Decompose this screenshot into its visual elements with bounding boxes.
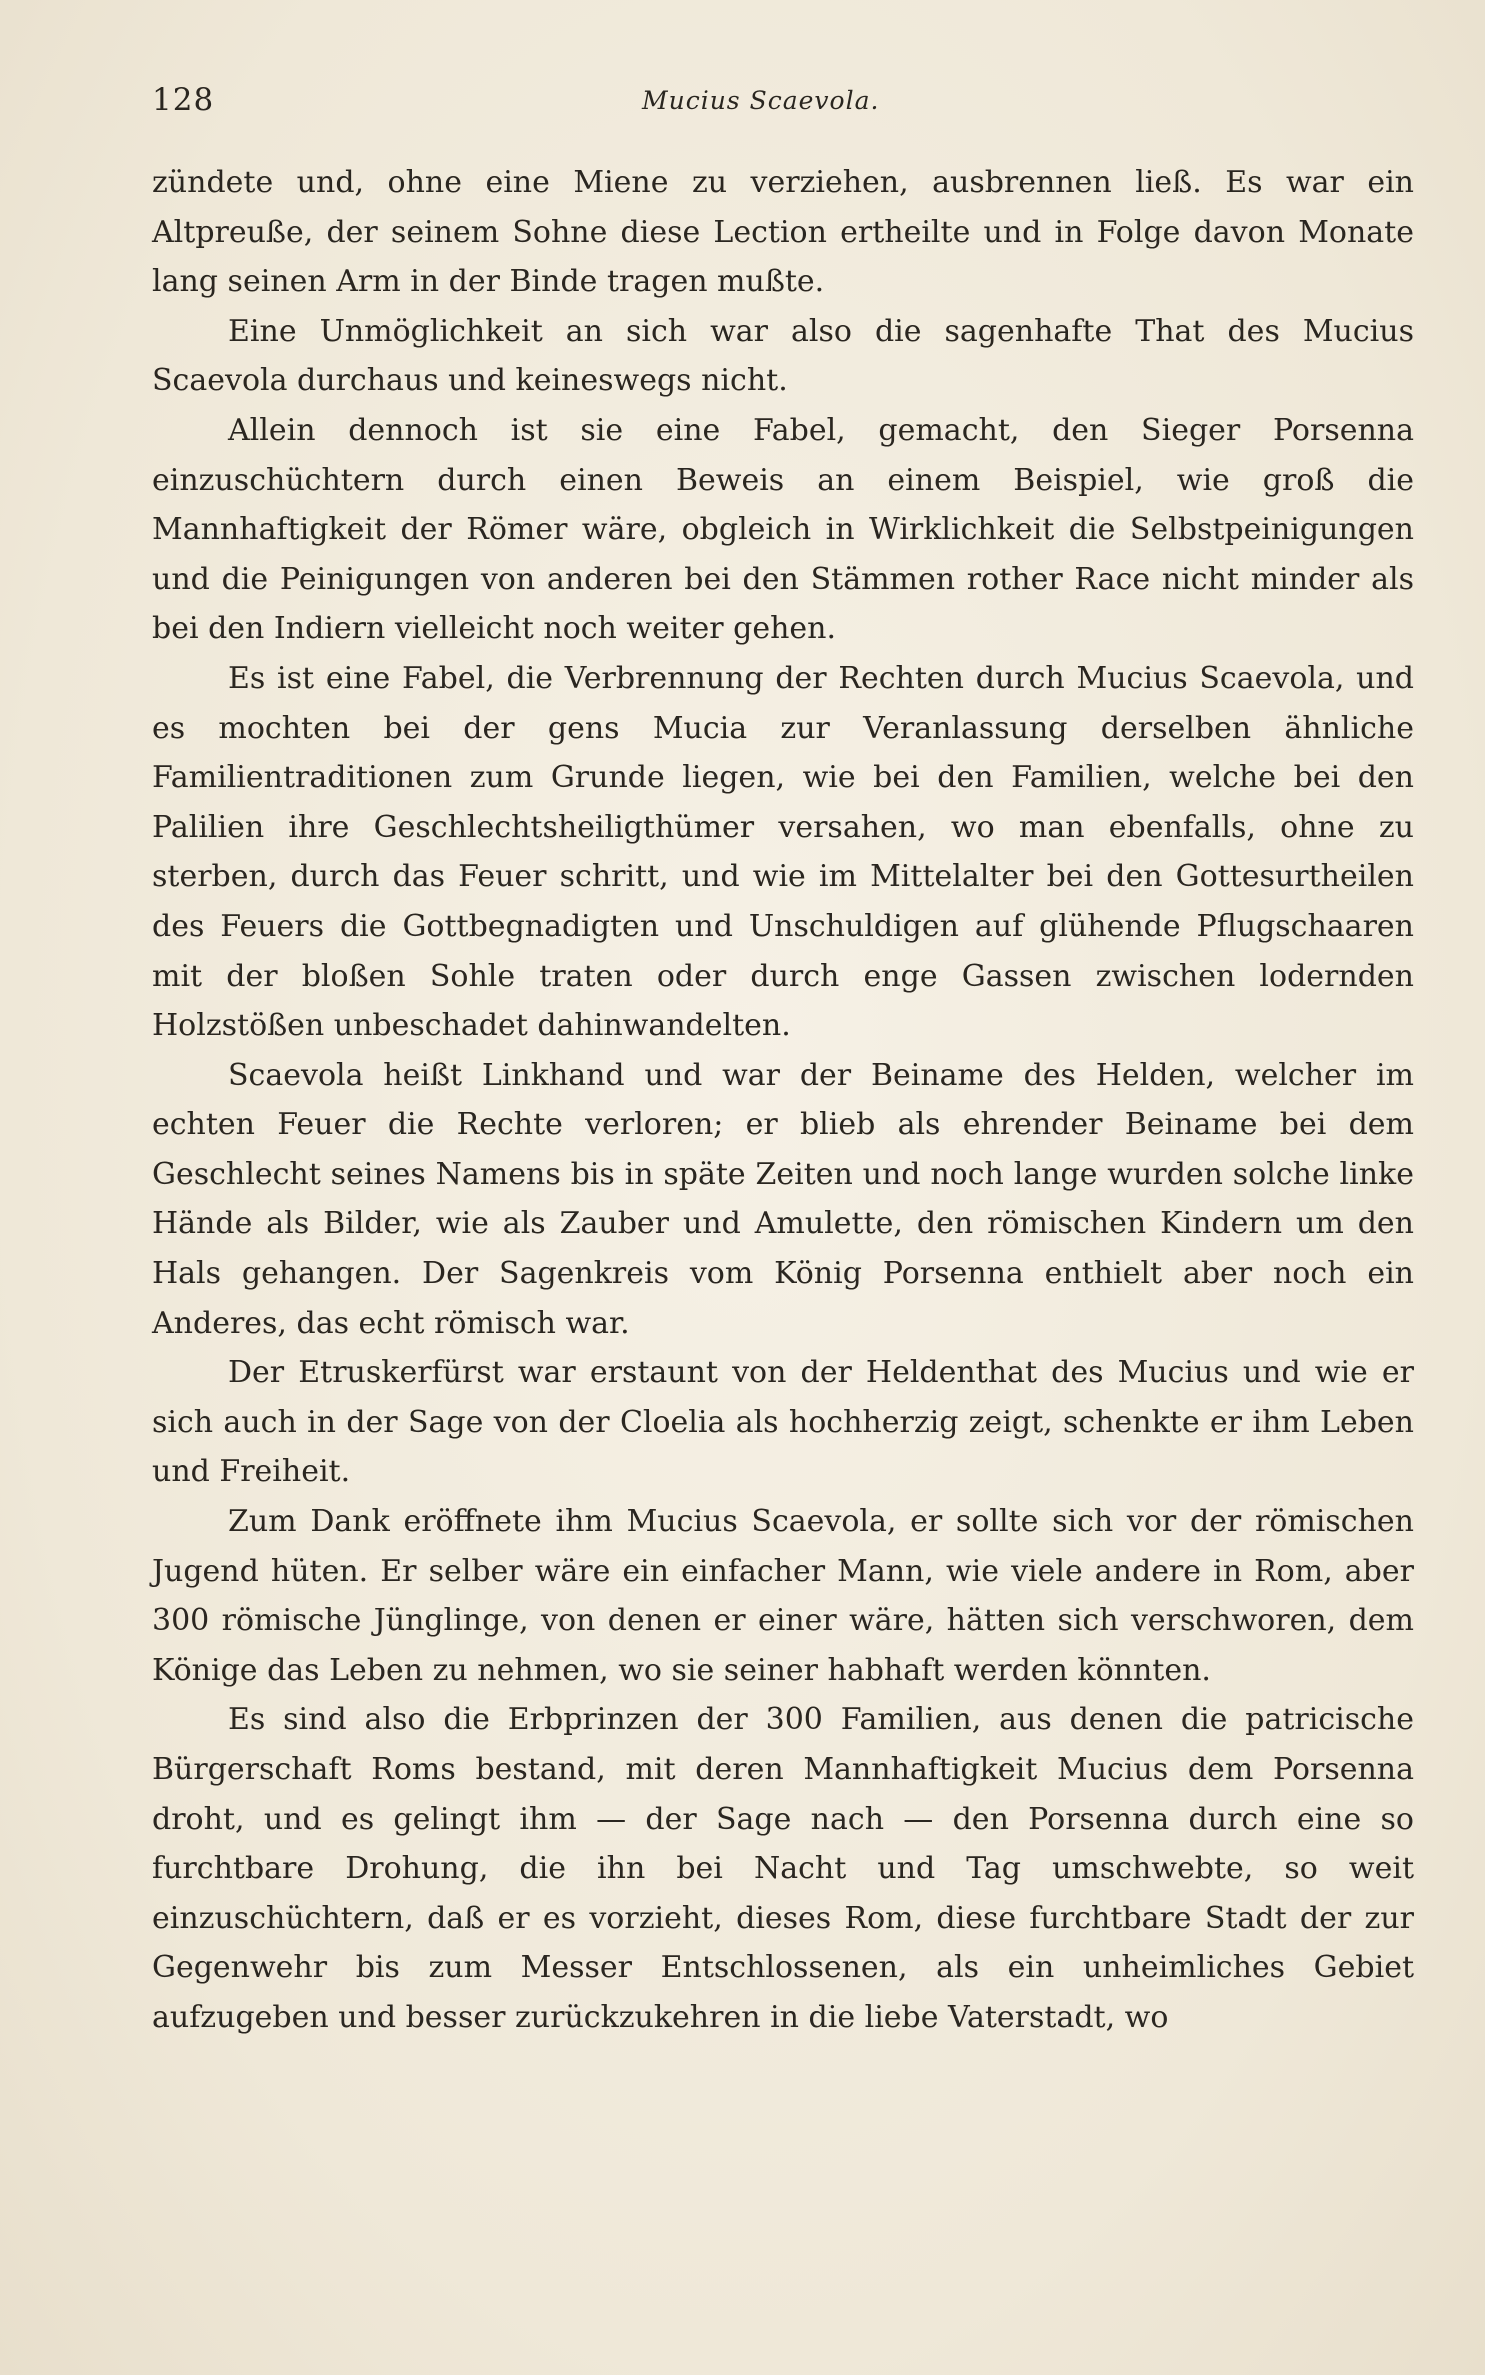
page-number: 128 bbox=[152, 82, 215, 118]
paragraph: Scaevola heißt Linkhand und war der Beiname des Helden, welcher im echten Feuer die Rechte verloren; er blieb als ehrender Beiname bei dem Geschlecht seines Namens bis in späte Zeiten und noch lange wurden solche linke Hände als Bilder, wie als Zauber und Amulette, den römischen Kindern um den Hals gehangen. Der Sagenkreis vom König Porsenna enthielt aber noch ein Anderes, das echt römisch war. bbox=[152, 1057, 1414, 1341]
paragraph: Eine Unmöglichkeit an sich war also die sagenhafte That des Mucius Scaevola durchaus und keineswegs nicht. bbox=[152, 313, 1414, 399]
paragraph: Es ist eine Fabel, die Verbrennung der Rechten durch Mucius Scaevola, und es mochten bei der gens Mucia zur Veranlassung derselben ähnliche Familientraditionen zum Grunde liegen, wie bei den Familien, welche bei den Palilien ihre Geschlechtsheiligthümer versahen, wo man ebenfalls, ohne zu sterben, durch das Feuer schritt, und wie im Mittelalter bei den Gottesurtheilen des Feuers die Gottbegnadigten und Unschuldigen auf glühende Pflugschaaren mit der bloßen Sohle traten oder durch enge Gassen zwischen lodernden Holzstößen unbeschadet dahinwandelten. bbox=[152, 660, 1414, 1044]
page-header bbox=[152, 82, 1412, 132]
paragraph: Es sind also die Erbprinzen der 300 Familien, aus denen die patricische Bürgerschaft Roms bestand, mit deren Mannhaftigkeit Mucius dem Porsenna droht, und es gelingt ihm — der Sage nach — den Porsenna durch eine so furchtbare Drohung, die ihn bei Nacht und Tag umschwebte, so weit einzuschüchtern, daß er es vorzieht, dieses Rom, diese furchtbare Stadt der zur Gegenwehr bis zum Messer Entschlossenen, als ein unheimliches Gebiet aufzugeben und besser zurückzukehren in die liebe Vaterstadt, wo bbox=[152, 1702, 1414, 2035]
paragraph: Zum Dank eröffnete ihm Mucius Scaevola, er sollte sich vor der römischen Jugend hüten. Er selber wäre ein einfacher Mann, wie viele andere in Rom, aber 300 römische Jünglinge, von denen er einer wäre, hätten sich verschworen, dem Könige das Leben zu nehmen, wo sie seiner habhaft werden könnten. bbox=[152, 1504, 1414, 1688]
paragraph-continued: zündete und, ohne eine Miene zu verziehen, ausbrennen ließ. Es war ein Altpreuße, der seinem Sohne diese Lection ertheilte und in Folge davon Monate lang seinen Arm in der Binde tragen mußte. bbox=[152, 165, 1414, 300]
paragraph: Allein dennoch ist sie eine Fabel, gemacht, den Sieger Porsenna einzuschüchtern durch einen Beweis an einem Beispiel, wie groß die Mannhaftigkeit der Römer wäre, obgleich in Wirklichkeit die Selbstpeinigungen und die Peinigungen von anderen bei den Stämmen rother Race nicht minder als bei den Indiern vielleicht noch weiter gehen. bbox=[152, 412, 1414, 647]
paragraph: Der Etruskerfürst war erstaunt von der Heldenthat des Mucius und wie er sich auch in der Sage von der Cloelia als hochherzig zeigt, schenkte er ihm Leben und Freiheit. bbox=[152, 1355, 1414, 1490]
body-text bbox=[152, 158, 1414, 2043]
running-title: Mucius Scaevola. bbox=[642, 86, 880, 115]
